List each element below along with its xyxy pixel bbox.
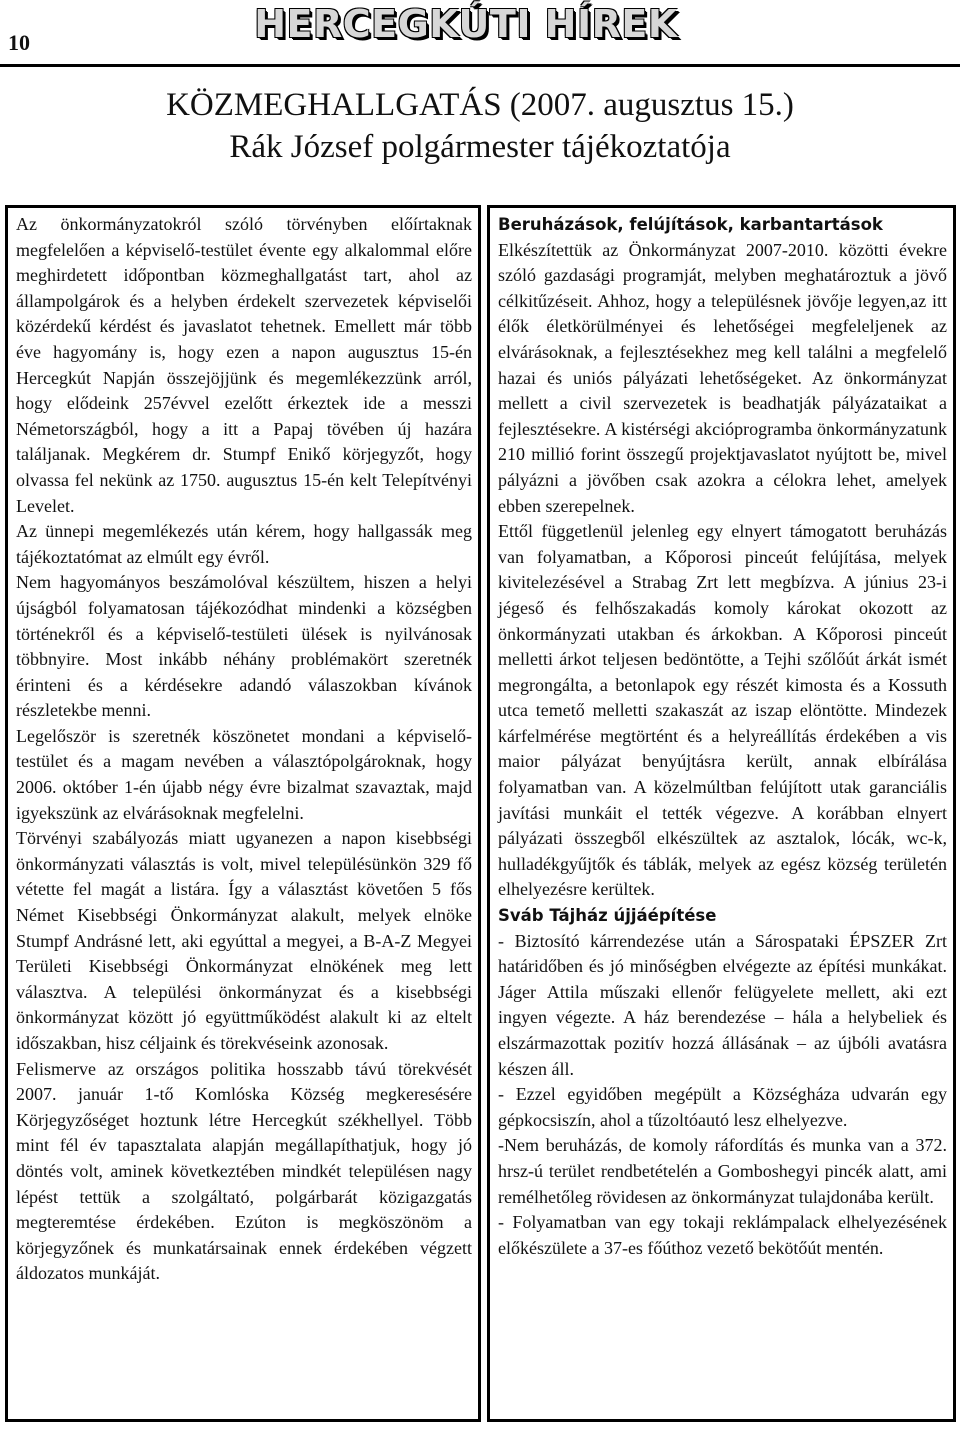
paragraph: Nem hagyományos beszámolóval készültem, hiszen a helyi újságból folyamatosan tájékozódhat mindenki a községben történekről és a képviselő-testületi ülések is nyilvánosak többnyire. Most inkább néhány problémakört szeretnék érinteni és a kérdésekre adandó válaszokban kívánok részletekbe menni.	[16, 572, 472, 721]
left-column	[5, 205, 481, 1422]
paragraph: Elkészítettük az Önkormányzat 2007-2010. közötti évekre szóló gazdasági programját, melyben meghatároztuk a jövő célkitűzéseit. Ahhoz, hogy a településnek jövője legyen,az itt élők életkörülményei és lehetőségei megfeleljenek az elvárásoknak, a fejlesztésekhez meg kell találni a megfelelő hazai és uniós pályázati lehetőségeket. Az önkormányzat mellett a civil szervezetek is beadhatják pályázataikat a fejlesztésekre. A kistérségi akcióprogramba önkormányzatunk 210 millió forint összegű projektjavaslatot nyújtott be, mivel pályázni a jövőben csak azokra a célokra lehet, amelyek ebben szerepelnek.	[498, 239, 947, 516]
paragraph: Törvényi szabályozás miatt ugyanezen a napon kisebbségi önkormányzati választás is volt, mivel településünkön 329 fő vétette fel magát a listára. Így a választást követően 5 fős Német Kisebbségi Önkormányzat alakult, melyek elnöke Stumpf Andrásné lett, aki egyúttal a megyei, a B-A-Z Megyei Területi Kisebbségi Önkormányzat elnökének meg lett választva. A települési önkormányzat és a kisebbségi önkormányzat között jó együttműködést alakult ki az eltelt időszakban, hisz céljaink és törekvéseink azonosak.	[16, 828, 472, 1053]
section-heading-investments: Beruházások, felújítások, karbantartások	[498, 215, 883, 234]
paragraph: Ettől függetlenül jelenleg egy elnyert támogatott beruházás van folyamatban, a Kőporosi pinceút felújítása, melyek kivitelezésével a Strabag Zrt lett megbízva. A június 23-i jégeső és felhőszakadás komoly károkat okozott az önkormányzati utakban és árkokban. A Kőporosi pinceút melletti árkot teljesen bedöntötte, a Tejhi szőlőút árkát ismét megrongálta, a betonlapok egy részét kimosta és a Kossuth utca temető melletti szakaszát az iszap elöntötte. Mindezek kárfelmérése megtörtént és a helyreállítás érdekében a vis maior pályázat benyújtásra került, annak elbírálása folyamatban van. A közelmúltban felújított utak garanciális javítási munkáit el tették végezve. A korábban elnyert pályázati összegből elkészültek az asztalok, lócák, wc-k, hulladékgyűjtők és táblák, melyek az egész község területén elhelyezésre kerültek.	[498, 521, 947, 900]
article-headline	[0, 84, 960, 168]
section-heading-tajhaz: Sváb Tájház újjáépítése	[498, 906, 717, 926]
paragraph: - Biztosító kárrendezése után a Sárospataki ÉPSZER Zrt határidőben és jó minőségben elvégezte az építési munkákat. Jáger Attila műszaki ellenőr felügyelete mellett, aki ezt ingyen végezte. A ház berendezése – hála a helybeliek és elszármazottak pozitív hozzá állásának – az újbóli avatásra készen áll.	[498, 930, 947, 1079]
header-divider	[0, 64, 960, 67]
headline-line-1: KÖZMEGHALLGATÁS (2007. augusztus 15.)	[166, 87, 794, 123]
paragraph: - Folyamatban van egy tokaji reklámpalack elhelyezésének előkészülete a 37-es főúthoz vezető bekötőút mentén.	[498, 1212, 947, 1258]
headline-line-2: Rák József polgármester tájékoztatója	[229, 129, 731, 165]
right-column	[487, 205, 956, 1422]
page-number: 10	[8, 30, 30, 55]
paragraph: Az ünnepi megemlékezés után kérem, hogy hallgassák meg tájékoztatómat az elmúlt egy évről.	[16, 521, 472, 567]
masthead-logo	[246, 2, 686, 46]
paragraph: -Nem beruházás, de komoly ráfordítás és munka van a 372. hrsz-ú terület rendbetételén a Gomboshegyi pincék alatt, ami remélhetőleg rövidesen az önkormányzat tulajdonába került.	[498, 1135, 947, 1207]
paragraph: Legelőször is szeretnék köszönetet mondani a képviselő-testület és a magam nevében a választópolgároknak, hogy 2006. október 1-én újabb négy évre bizalmat szavaztak, majd igyekszünk az elvárásoknak megfelelni.	[16, 725, 472, 823]
paragraph: Az önkormányzatokról szóló törvényben előírtaknak megfelelően a képviselő-testület évente egy alkalommal előre meghirdetett időpontban közmeghallgatást tart, ahol az állampolgárok és a helyben érdekelt szervezetek képviselői közérdekű kérdést és javaslatot tehetnek. Emellett már több éve hagyomány is, hogy ezen a napon augusztus 15-én Hercegkút Napján összejöjjünk és megemlékezzünk arról, hogy elődeink 257évvel ezelőtt érkeztek ide a messzi Németországból, hogy a itt a Papaj tövében új hazára találjanak. Megkérem dr. Stumpf Enikő körjegyzőt, hogy olvassa fel nekünk az 1750. augusztus 15-én kelt Telepítvényi Levelet.	[16, 214, 472, 516]
masthead-title: HERCEGKÚTI HÍREK	[254, 2, 678, 46]
paragraph: - Ezzel egyidőben megépült a Községháza udvarán egy gépkocsiszín, ahol a tűzoltóautó lesz elhelyezve.	[498, 1084, 947, 1130]
paragraph: Felismerve az országos politika hosszabb távú törekvését 2007. január 1-tő Komlóska Község megkeresésére Körjegyzőséget hoztunk létre Hercegkút székhellyel. Több mint fél év tapasztalata alapján megállapíthatjuk, hogy jó döntés volt, aminek következtében mindkét településen nagy lépést tettük a szolgáltató, polgárbarát közigazgatás megteremtése érdekében. Ezúton is megköszönöm a körjegyzőnek és munkatársainak ennek érdekében végzett áldozatos munkáját.	[16, 1058, 472, 1284]
